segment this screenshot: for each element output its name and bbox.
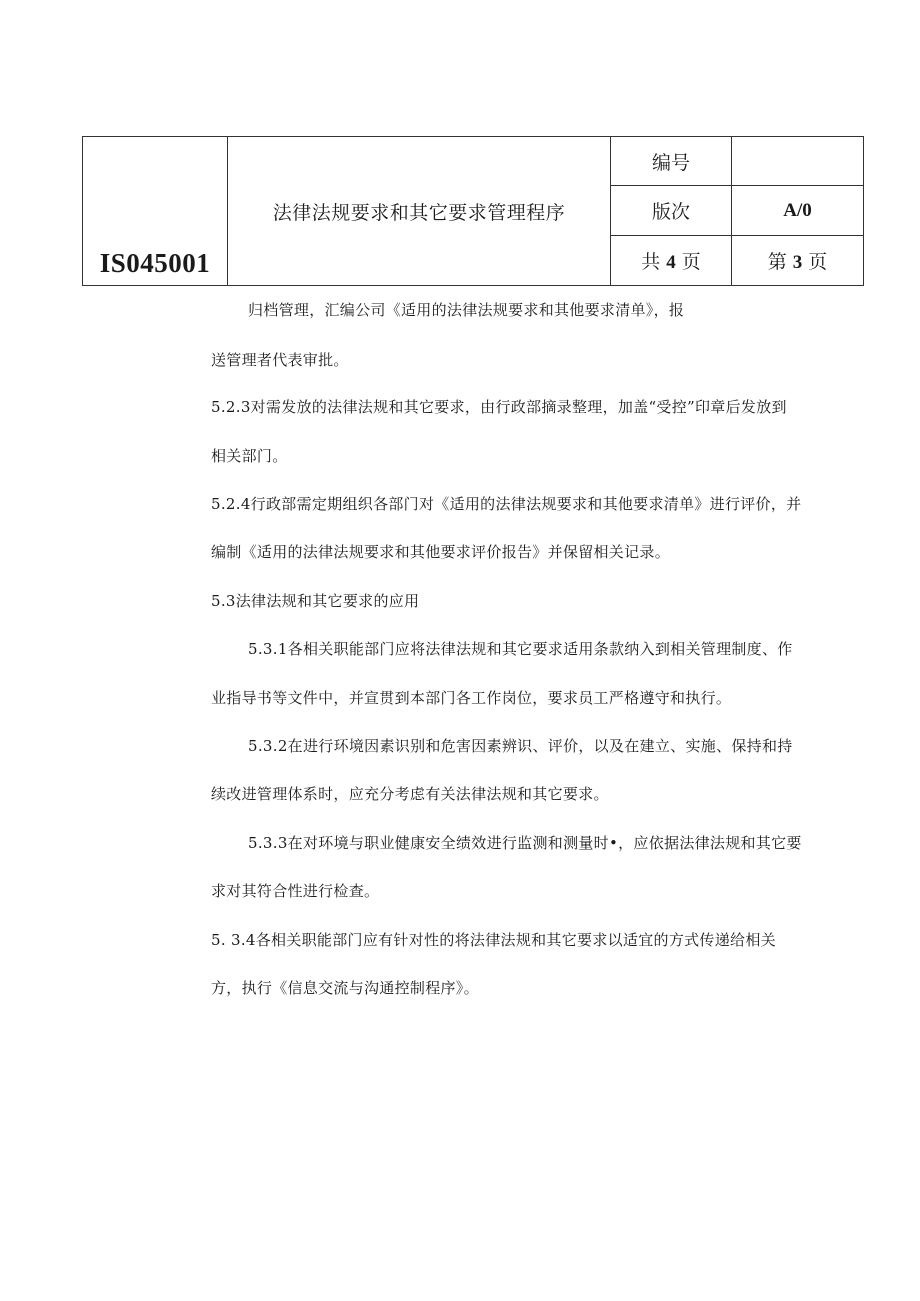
total-pages-number: 4 (666, 252, 676, 273)
current-page-number: 3 (792, 252, 803, 273)
version-value: A/0 (732, 186, 864, 236)
total-pages-prefix: 共 (641, 251, 661, 273)
current-page (732, 236, 864, 286)
number-value (732, 137, 864, 186)
body-line: 5.2.3对需发放的法律法规和其它要求，由行政部摘录整理，加盖“受控”印章后发放到 (211, 398, 787, 416)
body-line: 5. 3.4各相关职能部门应有针对性的将法律法规和其它要求以适宜的方式传递给相关 (211, 931, 776, 949)
body-line: 5.2.4行政部需定期组织各部门对《适用的法律法规要求和其他要求清单》进行评价，并 (211, 495, 802, 513)
body-line: 5.3.3在对环境与职业健康安全绩效进行监测和测量时•，应依据法律法规和其它要 (248, 834, 802, 852)
current-page-prefix: 第 (767, 251, 787, 273)
body-line: 送管理者代表审批。 (211, 351, 349, 369)
body-line: 方，执行《信息交流与沟通控制程序》。 (211, 979, 479, 997)
body-line: 归档管理，汇编公司《适用的法律法规要求和其他要求清单》，报 (248, 301, 685, 319)
total-pages-suffix: 页 (681, 251, 701, 273)
version-label: 版次 (611, 186, 732, 236)
body-line: 业指导书等文件中，并宣贯到本部门各工作岗位，要求员工严格遵守和执行。 (211, 689, 732, 707)
body-line: 相关部门。 (211, 447, 288, 465)
number-label: 编号 (611, 137, 732, 186)
total-pages (611, 236, 732, 286)
current-page-suffix: 页 (808, 251, 828, 273)
body-line: 编制《适用的法律法规要求和其他要求评价报告》并保留相关记录。 (211, 543, 671, 561)
body-line: 求对其符合性进行检查。 (211, 882, 380, 900)
section-heading: 5.3法律法规和其它要求的应用 (211, 592, 420, 610)
document-code: IS045001 (83, 137, 228, 286)
body-line: 5.3.2在进行环境因素识别和危害因素辨识、评价，以及在建立、实施、保持和持 (248, 737, 793, 755)
body-line: 续改进管理体系时，应充分考虑有关法律法规和其它要求。 (211, 785, 609, 803)
document-header-table (82, 136, 864, 286)
document-title: 法律法规要求和其它要求管理程序 (228, 137, 611, 286)
body-line: 5.3.1各相关职能部门应将法律法规和其它要求适用条款纳入到相关管理制度、作 (248, 640, 793, 658)
